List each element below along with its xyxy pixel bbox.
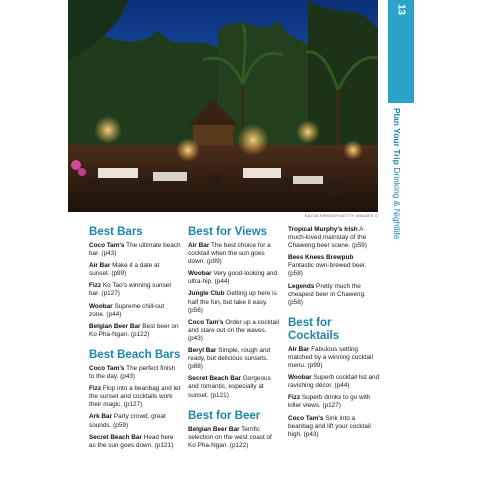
venue-desc: Supreme chill-out zone. (p44) bbox=[89, 302, 165, 318]
list-item bbox=[188, 319, 280, 343]
venue-name: Coco Tam's bbox=[89, 242, 125, 249]
list-item bbox=[89, 242, 181, 258]
running-title-chapter: Drinking & Nightlife bbox=[392, 167, 402, 240]
venue-name: Woobar bbox=[288, 374, 312, 382]
venue-name: Secret Beach Bar bbox=[188, 375, 241, 383]
venue-desc: The best choice for a cocktail when the sun goes down. (p99) bbox=[188, 242, 271, 266]
venue-desc: A much-loved mainstay of the Chaweng beer scene. (p59) bbox=[288, 226, 367, 250]
venue-name: Belgian Beer Bar bbox=[188, 425, 240, 433]
section-heading: Best for Beer bbox=[188, 409, 261, 422]
section-heading: Best Beach Bars bbox=[89, 348, 181, 361]
venue-name: Belgian Beer Bar bbox=[89, 322, 141, 330]
list-item bbox=[188, 426, 280, 450]
section-heading: Best Bars bbox=[89, 226, 143, 238]
venue-desc: Best beer on Ko Pha-Ngan. (p122) bbox=[89, 322, 179, 338]
list-item bbox=[288, 226, 380, 250]
venue-name: Ark Bar bbox=[89, 413, 113, 421]
venue-name: Woobar bbox=[188, 270, 212, 278]
venue-desc: Party crowd, great sounds. (p59) bbox=[89, 413, 166, 429]
list-item bbox=[288, 415, 380, 439]
venue-name: Coco Tam's bbox=[288, 414, 324, 422]
list-item bbox=[89, 323, 181, 339]
venue-name: Woobar bbox=[89, 302, 113, 310]
venue-name: Beryl Bar bbox=[188, 347, 217, 355]
venue-desc: Head here as the sun goes down. (p121) bbox=[89, 433, 174, 449]
list-item bbox=[288, 283, 380, 307]
list-item bbox=[89, 385, 181, 409]
venue-name: Fizz bbox=[288, 394, 301, 402]
venue-desc: Order up a cocktail and stare out on the waves. (p43) bbox=[188, 318, 279, 342]
venue-name: Air Bar bbox=[188, 242, 210, 249]
venue-desc: Terrific selection on the west coast of Ko Pha-Ngan. (p122) bbox=[188, 425, 272, 449]
list-item bbox=[89, 365, 181, 381]
running-title-section: Plan Your Trip bbox=[392, 108, 402, 165]
list-item bbox=[89, 434, 181, 450]
list-item bbox=[89, 303, 181, 319]
running-title bbox=[390, 108, 402, 268]
venue-name: Air Bar bbox=[89, 262, 111, 270]
page-number: 13 bbox=[395, 3, 407, 16]
venue-name: Jungle Club bbox=[188, 290, 225, 298]
venue-desc: The ultimate beach bar. (p43) bbox=[89, 242, 181, 258]
venue-name: Legends bbox=[288, 282, 315, 290]
list-item bbox=[89, 262, 181, 278]
venue-name: Air Bar bbox=[288, 345, 310, 353]
venue-desc: The perfect finish to the day. (p43) bbox=[89, 364, 176, 381]
list-item bbox=[288, 254, 380, 278]
list-item bbox=[288, 346, 380, 370]
section-heading: Best for Cocktails bbox=[288, 316, 340, 342]
venue-name: Fizz bbox=[89, 282, 102, 290]
beach-bar-photo bbox=[68, 0, 378, 212]
list-item bbox=[188, 347, 280, 371]
running-title-text bbox=[392, 108, 402, 240]
list-item bbox=[89, 282, 181, 298]
venue-desc: Fabulous setting matched by a winning cocktail menu. (p99) bbox=[288, 345, 373, 370]
venue-desc: Simple, rough and ready, but delicious sunsets. (p88) bbox=[188, 347, 271, 371]
column-3 bbox=[288, 226, 380, 443]
venue-desc: Very good-looking and ultra-hip. (p44) bbox=[188, 270, 278, 286]
venue-desc: Gorgeous and romantic, especially at sunset. (p121) bbox=[188, 375, 271, 399]
venue-name: Coco Tam's bbox=[188, 318, 224, 326]
venue-desc: Fantastic own-brewed beer. (p58) bbox=[288, 262, 367, 278]
venue-name: Secret Beach Bar bbox=[89, 433, 142, 441]
venue-desc: Ko Tao's winning sunset bar. (p127) bbox=[89, 282, 172, 298]
venue-desc: Getting up here is half the fun, but take it easy. (p56) bbox=[188, 290, 277, 314]
venue-name: Coco Tam's bbox=[89, 364, 125, 372]
venue-desc: Flop into a beanbag and let the sunset and cocktails work their magic. (p127) bbox=[89, 385, 181, 409]
column-2 bbox=[188, 226, 280, 454]
list-item bbox=[89, 413, 181, 429]
venue-name: Tropical Murphy's Irish bbox=[288, 226, 358, 233]
venue-desc: Superb cocktail list and ravishing décor. (p44) bbox=[288, 374, 380, 390]
list-item bbox=[288, 374, 380, 390]
venue-name: Bees Knees Brewpub bbox=[288, 254, 354, 262]
list-item bbox=[188, 375, 280, 399]
venue-desc: Superb drinks to go with killer views. (p127) bbox=[288, 394, 371, 410]
venue-desc: Make it a date at sunset. (p99) bbox=[89, 262, 160, 278]
beach-bar-photo-illustration bbox=[68, 0, 378, 212]
list-item bbox=[188, 242, 280, 266]
venue-name: Fizz bbox=[89, 385, 102, 393]
section-heading: Best for Views bbox=[188, 226, 268, 238]
list-item bbox=[188, 270, 280, 286]
list-item bbox=[188, 290, 280, 314]
venue-desc: Sink into a beanbag and lift your cocktail high. (p43) bbox=[288, 414, 371, 438]
venue-desc: Pretty much the cheapest beer in Chaweng. (p58) bbox=[288, 282, 366, 306]
list-item bbox=[288, 394, 380, 410]
photo-credit: KATJA KREDER/GETTY IMAGES © bbox=[305, 213, 378, 218]
column-1 bbox=[89, 226, 181, 454]
